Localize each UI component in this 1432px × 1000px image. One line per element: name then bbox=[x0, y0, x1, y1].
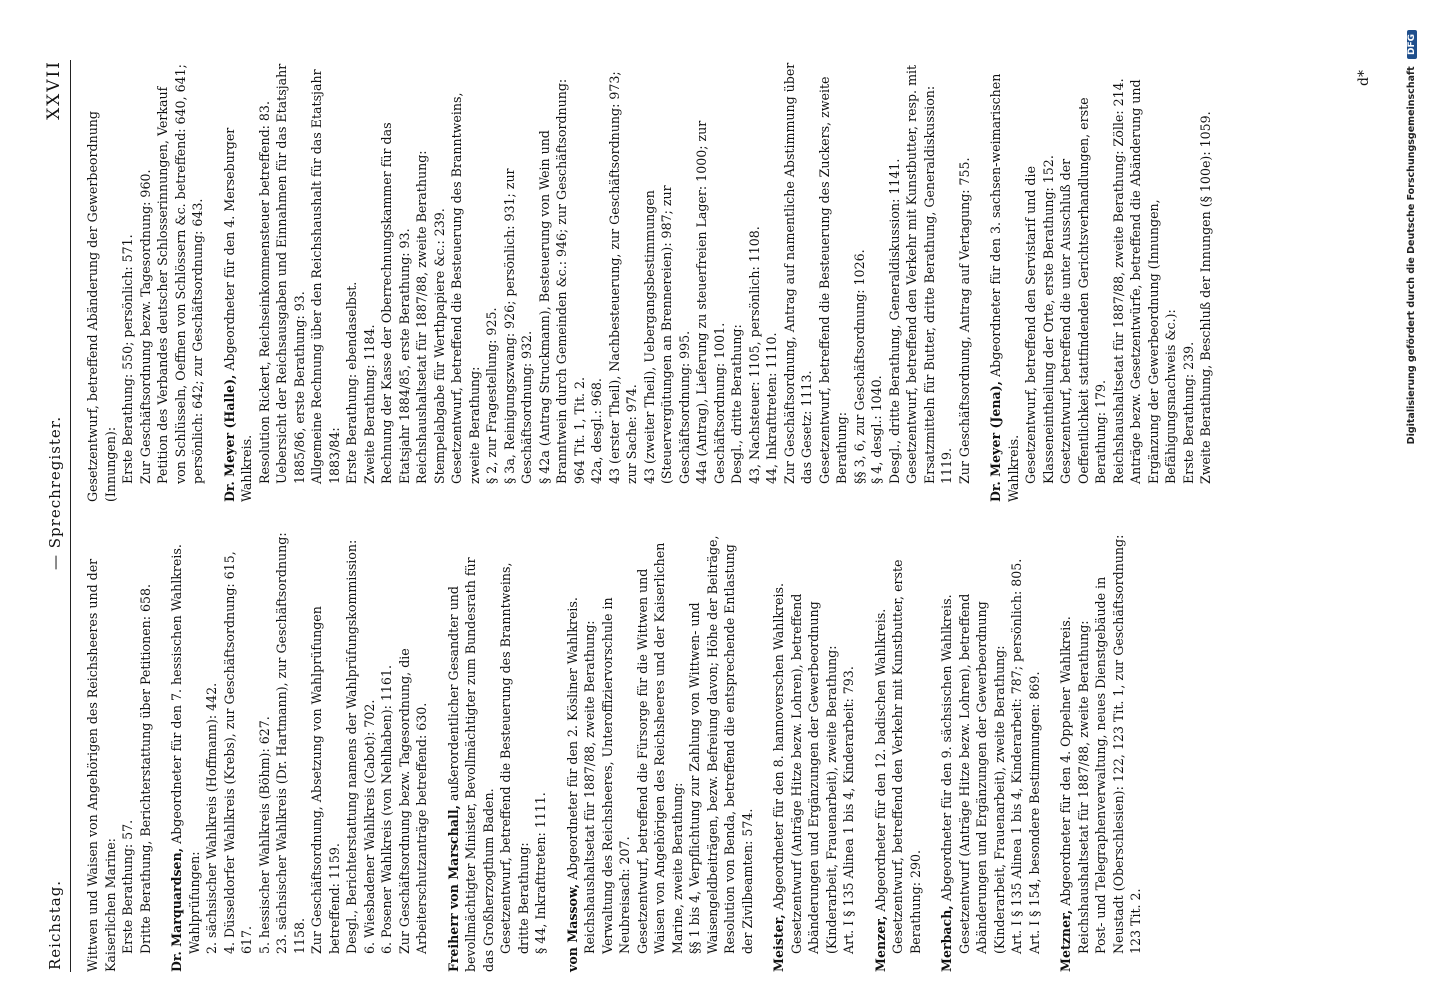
speaker-name: Freiherr von Marschall, bbox=[445, 805, 461, 972]
line-text: 43 (zweiter Theil), Uebergangsbestimmungen (Steuervergütungen an Brennereien): 987; zur Geschäftsordnung: 995. bbox=[641, 185, 692, 484]
entry-line bbox=[378, 62, 413, 502]
line-text: Gesetzentwurf, betreffend den Verkehr mit Kunstbutter, erste Berathung: 290. bbox=[890, 559, 923, 954]
line-text: Gesetzentwurf, betreffend die Besteuerung des Zuckers, zweite Berathung: bbox=[816, 76, 849, 484]
line-text: Desgl., Berichterstattung namens der Wahlprüfungskommission: bbox=[344, 539, 359, 954]
entry-line bbox=[987, 62, 1022, 502]
entry-line bbox=[431, 62, 449, 502]
entry-line bbox=[137, 532, 155, 972]
entry-line bbox=[686, 532, 756, 972]
line-text: Reichshaushaltsetat für 1887/88, zweite Berathung: bbox=[582, 620, 597, 954]
entry-line bbox=[1075, 532, 1093, 972]
line-text: § 42a (Antrag Struckmann), Besteuerung von Wein und Branntwein durch Gemeinden &c.: 946; zur Geschäftsordnung: 964 Tit. 1, Tit. 2. bbox=[536, 78, 587, 484]
line-text: Abgeordneter für den 12. badischen Wahlkreis. bbox=[872, 608, 888, 912]
speaker-name: Dr. Marquardsen, bbox=[169, 847, 184, 972]
entry-line bbox=[1022, 62, 1057, 502]
entry-line bbox=[840, 532, 858, 972]
line-text: 2. sächsischer Wahlkreis (Hoffmann): 442. bbox=[204, 682, 219, 954]
line-text: 42a, desgl.: 968. bbox=[589, 378, 604, 484]
entry-line bbox=[84, 62, 119, 502]
speaker-name: Merbach, bbox=[939, 905, 954, 972]
register-entry bbox=[770, 532, 858, 972]
entry-line bbox=[378, 532, 396, 972]
line-text: Gesetzentwurf, betreffend den Verkehr mit Kunstbutter, resp. mit Ersatzmitteln für Butter, dritte Berathung, Generaldiskussion: 1119. bbox=[904, 64, 954, 484]
line-text: Allgemeine Rechnung über den Reichshaushalt für das Etatsjahr 1883/84: bbox=[309, 69, 342, 484]
entry-line bbox=[396, 532, 431, 972]
line-text: Abgeordneter für den 3. sachsen-weimarischen Wahlkreis. bbox=[988, 73, 1021, 502]
register-entry bbox=[445, 532, 550, 972]
register-entry bbox=[938, 532, 1043, 972]
line-text: Petition des Verbandes deutscher Schlosserinnungen, Verkauf von Schlüsseln, Oeffnen von Schlössern &c. betreffend: 640, 641; persönlich: 642; zur Geschäftsordnung: 643. bbox=[155, 64, 205, 484]
entry-line bbox=[119, 62, 137, 502]
entry-line bbox=[851, 62, 869, 502]
line-text: Gesetzentwurf (Anträge Hitze bezw. Lohren), betreffend Abänderungen und Ergänzungen der Gewerbeordnung (Kinderarbeit, Frauenarbeit), zweite Berathung: bbox=[788, 593, 839, 954]
entry-line bbox=[343, 532, 361, 972]
line-text: Gesetzentwurf, betreffend die Besteuerung des Branntweins, zweite Berathung: bbox=[449, 92, 482, 484]
entry-line bbox=[536, 62, 589, 502]
line-text: Zur Geschäftsordnung, Antrag auf namentliche Abstimmung über das Gesetz: 1113. bbox=[781, 62, 814, 484]
entry-line bbox=[606, 62, 641, 502]
line-text: außerordentlicher Gesandter und bevollmächtigter Minister, Bevollmächtigter zum Bundesrath für das Großherzogthum Baden. bbox=[445, 557, 496, 972]
entry-line bbox=[119, 532, 137, 972]
line-text: Post- und Telegraphenverwaltung, neues Dienstgebäude in Neustadt (Oberschlesien): 122, 123 Tit. 1, zur Geschäftsordnung: 123 Tit. 2. bbox=[1093, 534, 1143, 954]
entry-line bbox=[1127, 62, 1180, 502]
line-text: Resolution Rickert, Reichseinkommensteuer betreffend: 83. bbox=[256, 101, 272, 484]
entry-line bbox=[746, 62, 764, 502]
line-text: Desgl., dritte Berathung: bbox=[729, 324, 744, 484]
line-text: Reichshaushaltsetat für 1887/88, zweite Berathung: bbox=[414, 150, 429, 484]
line-text: § 3a, Reinigungszwang: 926; persönlich: 931; zur Geschäftsordnung: 932. bbox=[501, 168, 534, 484]
entry-line bbox=[343, 62, 361, 502]
entry-line bbox=[168, 532, 186, 972]
entry-line bbox=[868, 62, 886, 502]
entry-line bbox=[445, 532, 498, 972]
entry-line bbox=[308, 532, 343, 972]
entry-line bbox=[273, 62, 308, 502]
register-entry bbox=[1057, 532, 1145, 972]
entry-line bbox=[588, 62, 606, 502]
line-text: Gesetzentwurf (Anträge Hitze bezw. Lohren), betreffend Abänderungen und Ergänzungen der Gewerbeordnung (Kinderarbeit, Frauenarbeit), zweite Berathung: bbox=[956, 593, 1007, 954]
entry-line bbox=[816, 62, 851, 502]
entry-line bbox=[361, 62, 379, 502]
line-text: Gesetzentwurf, betreffend die Fürsorge für die Wittwen und Waisen von Angehörigen des Reichsheeres und der Kaiserlichen Marine, zweite Berathung: bbox=[634, 542, 685, 954]
dfg-note: Digitalisierung gefördert durch die Deutsche Forschungsgemeinschaft bbox=[1406, 66, 1417, 445]
line-text: Dritte Berathung, Berichterstattung über Petitionen: 658. bbox=[137, 583, 153, 954]
register-entry bbox=[84, 532, 154, 972]
entry-line bbox=[1197, 62, 1215, 502]
line-text: Stempelabgabe für Werthpapiere &c.: 239. bbox=[431, 208, 447, 484]
register-columns bbox=[84, 60, 1344, 972]
entry-line bbox=[903, 62, 956, 502]
line-text: Abgeordneter für den 8. hannoverschen Wahlkreis. bbox=[771, 583, 786, 911]
entry-line bbox=[256, 62, 274, 502]
line-text: 6. Wiesbadener Wahlkreis (Cabot): 702. bbox=[361, 699, 377, 954]
line-text: Erste Berathung: 550; persönlich: 571. bbox=[120, 234, 135, 484]
line-text: 44, Inkrafttreten: 1110. bbox=[764, 332, 779, 484]
line-text: Uebersicht der Reichsausgaben und Einnahmen für das Etatsjahr 1885/86, erste Berathung: 93. bbox=[274, 63, 307, 484]
line-text: Verwaltung des Reichsheeres, Unteroffiziervorschule in Neubreisach: 207. bbox=[599, 597, 632, 954]
entry-line bbox=[186, 532, 204, 972]
line-text: Wahlprüfungen: bbox=[186, 851, 202, 954]
register-entry bbox=[872, 532, 925, 972]
entry-line bbox=[256, 532, 274, 972]
entry-line bbox=[599, 532, 634, 972]
entry-line bbox=[413, 62, 431, 502]
entry-line bbox=[770, 532, 788, 972]
line-text: 6. Posener Wahlkreis (von Nehlhaben): 1161. bbox=[379, 665, 394, 954]
entry-line bbox=[889, 532, 924, 972]
line-text: 5. hessischer Wahlkreis (Böhm): 627. bbox=[256, 716, 272, 954]
register-entry bbox=[987, 62, 1215, 502]
entry-line bbox=[872, 532, 890, 972]
line-text: Zweite Berathung: 1184. bbox=[361, 324, 377, 484]
entry-line bbox=[221, 62, 256, 502]
line-text: Reichshaushaltsetat für 1887/88, zweite Berathung: Zölle: 214. bbox=[1110, 78, 1126, 484]
register-entry bbox=[221, 62, 974, 502]
line-text: Art. I § 154, besondere Bestimmungen: 869. bbox=[1026, 671, 1042, 954]
entry-line bbox=[221, 532, 256, 972]
line-text: § 44, Inkrafttreten: 1111. bbox=[533, 792, 548, 954]
entry-line bbox=[1180, 62, 1198, 502]
line-text: § 2, zur Fragestellung: 925. bbox=[484, 307, 499, 484]
speaker-name: Dr. Meyer (Halle), bbox=[221, 374, 237, 502]
speaker-name: Metzner, bbox=[1058, 909, 1073, 972]
line-text: Abgeordneter für den 4. Oppelner Wahlkreis. bbox=[1058, 616, 1073, 906]
entry-line bbox=[564, 532, 582, 972]
line-text: Reichshaushaltsetat für 1887/88, zweite Berathung: bbox=[1075, 620, 1091, 954]
register-entry bbox=[564, 532, 757, 972]
register-entry bbox=[168, 532, 431, 972]
line-text: Gesetzentwurf, betreffend die Besteuerung des Branntweins, dritte Berathung: bbox=[498, 562, 531, 954]
line-text: §§ 3, 6, zur Geschäftsordnung: 1026. bbox=[851, 249, 867, 484]
line-text: Zweite Berathung, Beschluß der Innungen (§ 100e): 1059. bbox=[1198, 111, 1213, 484]
entry-line bbox=[634, 532, 687, 972]
speaker-name: Meister, bbox=[771, 914, 786, 972]
entry-line bbox=[497, 532, 532, 972]
entry-line bbox=[956, 532, 1009, 972]
line-text: Art. I § 135 Alinea 1 bis 4, Kinderarbeit: 787; persönlich: 805. bbox=[1009, 558, 1024, 954]
entry-line bbox=[938, 532, 956, 972]
line-text: Anträge bezw. Gesetzentwürfe, betreffend die Abänderung und Ergänzung der Gewerbeordnung (Innungen, Befähigungsnachweis &c.): bbox=[1128, 79, 1178, 484]
entry-line bbox=[1057, 62, 1110, 502]
line-text: 43 (erster Theil), Nachbesteuerung, zur Geschäftsordnung: 973; zur Sache: 974. bbox=[606, 71, 639, 484]
dfg-logo: DFG bbox=[1407, 30, 1417, 59]
entry-line bbox=[693, 62, 728, 502]
line-text: Abgeordneter für den 9. sächsischen Wahlkreis. bbox=[939, 594, 954, 902]
signature-mark: d* bbox=[1356, 70, 1372, 86]
line-text: Gesetzentwurf, betreffend die unter Ausschluß der Oeffentlichkeit stattfindenden Gerichtsverhandlungen, erste Berathung: 179. bbox=[1058, 97, 1108, 484]
entry-line bbox=[788, 532, 841, 972]
header-middle: — Sprechregister. bbox=[46, 415, 64, 570]
line-text: 23. sächsischer Wahlkreis (Dr. Hartmann), zur Geschäftsordnung: 1158. bbox=[274, 532, 307, 954]
entry-line bbox=[781, 62, 816, 502]
line-text: Zur Geschäftsordnung, Absetzung von Wahlprüfungen betreffend: 1159. bbox=[309, 606, 342, 954]
entry-line bbox=[1008, 532, 1026, 972]
line-text: Gesetzentwurf, betreffend Abänderung der Gewerbeordnung (Innungen): bbox=[85, 111, 118, 502]
line-text: 4. Düsseldorfer Wahlkreis (Krebs), zur Geschäftsordnung: 615, 617. bbox=[221, 551, 254, 954]
entry-line bbox=[483, 62, 501, 502]
entry-line bbox=[273, 532, 308, 972]
entry-line bbox=[728, 62, 746, 502]
entry-line bbox=[886, 62, 904, 502]
line-text: § 4, desgl.: 1040. bbox=[869, 375, 884, 484]
page-number: XXVII bbox=[44, 60, 64, 120]
line-text: Erste Berathung: ebendaselbst. bbox=[344, 281, 359, 484]
line-text: Zur Geschäftsordnung bezw. Tagesordnung: 960. bbox=[137, 169, 153, 484]
line-text: Abgeordneter für den 4. Merseburger Wahlkreis. bbox=[221, 127, 254, 502]
line-text: 44a (Antrag), Lieferung zu steuerfreien Lager: 1000; zur Geschäftsordnung: 1001. bbox=[694, 120, 727, 484]
line-text: Desgl., dritte Berathung, Generaldiskussion: 1141. bbox=[886, 158, 902, 484]
line-text: 43, Nachsteuer: 1105, persönlich: 1108. bbox=[746, 226, 762, 484]
entry-line bbox=[956, 62, 974, 502]
speaker-name: Menzer, bbox=[872, 915, 888, 972]
page-header bbox=[40, 0, 70, 1000]
line-text: Abgeordneter für den 2. Kösliner Wahlkreis. bbox=[564, 597, 580, 880]
line-text: Art. I § 135 Alinea 1 bis 4, Kinderarbeit: 793. bbox=[841, 666, 856, 954]
line-text: Zur Geschäftsordnung bezw. Tagesordnung, die Arbeiterschutzanträge betreffend: 630. bbox=[396, 648, 429, 954]
entry-line bbox=[361, 532, 379, 972]
entry-line bbox=[448, 62, 483, 502]
speaker-name: Dr. Meyer (Jena), bbox=[988, 380, 1003, 502]
entry-line bbox=[1092, 532, 1145, 972]
entry-line bbox=[763, 62, 781, 502]
entry-line bbox=[641, 62, 694, 502]
left-column bbox=[84, 532, 1159, 972]
speaker-name: von Massow, bbox=[564, 883, 580, 972]
entry-line bbox=[154, 62, 207, 502]
header-rule bbox=[70, 60, 71, 972]
entry-line bbox=[1110, 62, 1128, 502]
entry-line bbox=[308, 62, 343, 502]
entry-line bbox=[581, 532, 599, 972]
entry-line bbox=[501, 62, 536, 502]
dfg-footer bbox=[1406, 0, 1424, 1000]
entry-line bbox=[84, 532, 119, 972]
line-text: Wittwen und Waisen von Angehörigen des Reichsheeres und der Kaiserlichen Marine: bbox=[85, 558, 118, 972]
line-text: Gesetzentwurf, betreffend den Servistarif und die Klasseneintheilung der Orte, erste Berathung: 152. bbox=[1023, 155, 1056, 484]
register-entry bbox=[84, 62, 207, 502]
entry-line bbox=[1057, 532, 1075, 972]
right-column bbox=[84, 62, 1229, 502]
line-text: Erste Berathung: 57. bbox=[120, 819, 135, 954]
line-text: Zur Geschäftsordnung, Antrag auf Vertagung: 755. bbox=[956, 157, 972, 484]
entry-line bbox=[137, 62, 155, 502]
entry-line bbox=[1026, 532, 1044, 972]
line-text: Rechnung der Kasse der Oberrechnungskammer für das Etatsjahr 1884/85, erste Berathung: 93. bbox=[379, 122, 412, 484]
line-text: §§ 1 bis 4, Verpflichtung zur Zahlung von Wittwen- und Waisengeldbeiträgen, bezw. Befreiung davon; Höhe der Beiträge, Resolution von Benda, betreffend die entsprechende Entlastung der Zivilbeamten: 574. bbox=[687, 535, 755, 954]
line-text: Abgeordneter für den 7. hessischen Wahlkreis. bbox=[169, 544, 184, 844]
entry-line bbox=[203, 532, 221, 972]
line-text: Erste Berathung: 239. bbox=[1180, 341, 1196, 484]
entry-line bbox=[532, 532, 550, 972]
header-left: Reichstag. bbox=[46, 879, 64, 970]
